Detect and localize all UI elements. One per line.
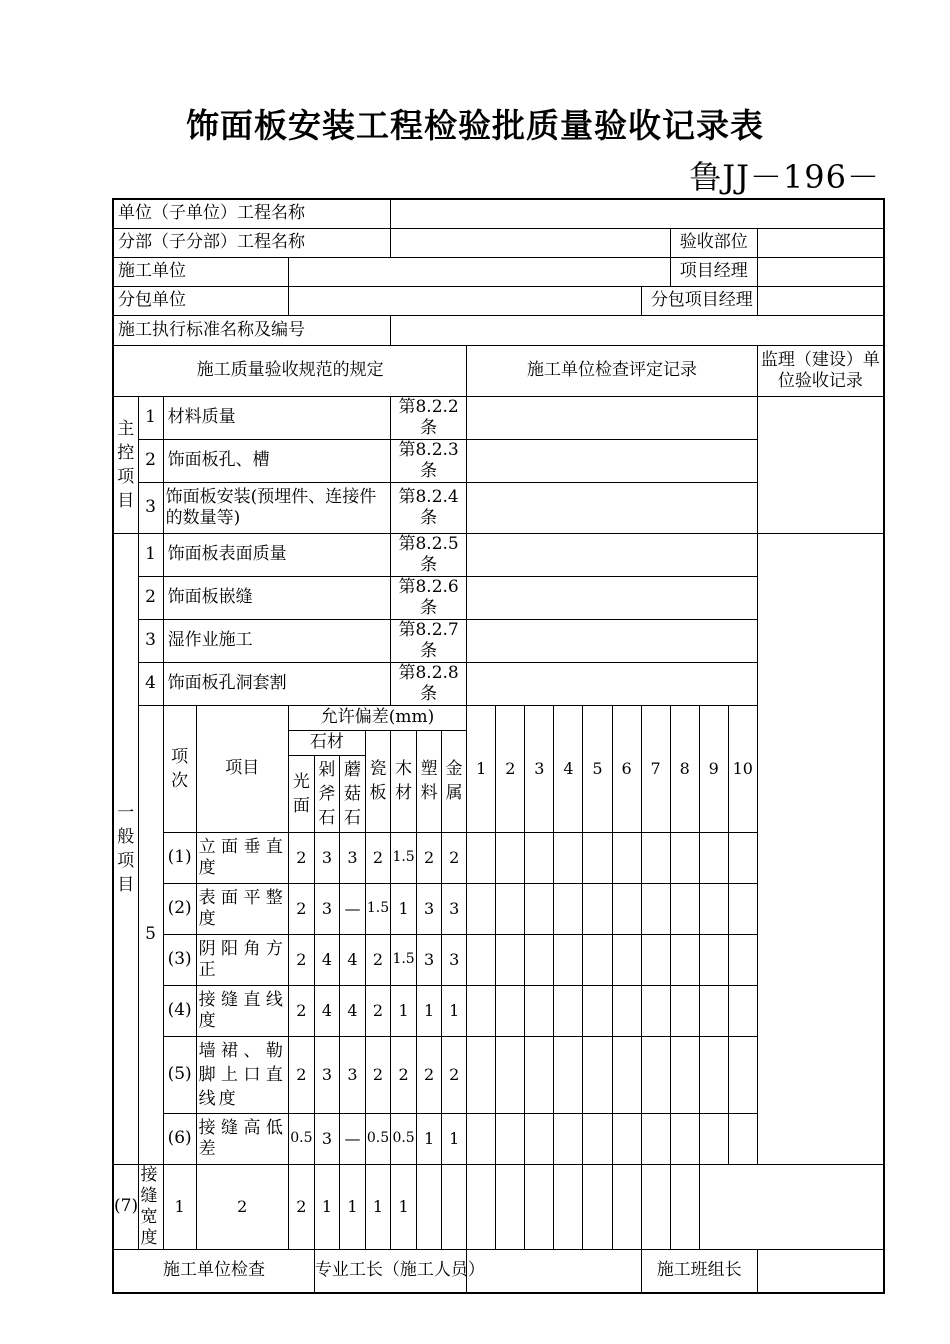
deviation-value: 1: [339, 1164, 365, 1249]
spec-header: 施工质量验收规范的规定: [113, 345, 467, 396]
material-header: 光面: [288, 755, 314, 832]
deviation-item-name: 墙裙、勒脚上口直线度: [196, 1036, 288, 1113]
main-item-check[interactable]: [467, 482, 758, 533]
measure-cell[interactable]: [525, 1164, 554, 1249]
general-item-no: 1: [138, 533, 163, 576]
material-header: 蘑菇石: [339, 755, 365, 832]
point-header: 1: [467, 705, 496, 832]
material-header: 金属: [442, 730, 467, 832]
measure-cell[interactable]: [496, 1036, 525, 1113]
measure-cell[interactable]: [612, 934, 641, 985]
deviation-value: 1: [314, 1164, 339, 1249]
deviation-item-name: 表面平整度: [196, 883, 288, 934]
measure-cell[interactable]: [670, 934, 699, 985]
measure-cell[interactable]: [554, 832, 583, 883]
deviation-value: 3: [314, 883, 339, 934]
main-item-clause: 第8.2.4条: [391, 482, 467, 533]
measure-cell[interactable]: [583, 934, 612, 985]
deviation-value: 1.5: [391, 832, 417, 883]
deviation-value: 1: [366, 1164, 391, 1249]
footer-foreman-label: 专业工长（施工人员）: [314, 1249, 466, 1293]
deviation-value: 2: [417, 1036, 442, 1113]
deviation-value: —: [339, 1113, 365, 1164]
main-item-check[interactable]: [467, 396, 758, 439]
unit-project-label: 单位（子单位）工程名称: [113, 199, 391, 228]
measure-cell[interactable]: [641, 1164, 670, 1249]
deviation-value: 2: [366, 985, 391, 1036]
form-code: 鲁JJ－196－: [689, 158, 880, 196]
sub-project-manager-label: 分包项目经理: [641, 286, 757, 315]
measure-cell[interactable]: [583, 985, 612, 1036]
measure-cell[interactable]: [612, 883, 641, 934]
deviation-item-name: 接缝高低差: [196, 1113, 288, 1164]
supervise-header: 监理（建设）单位验收记录: [757, 345, 884, 396]
general-item-no: 3: [138, 619, 163, 662]
measure-cell[interactable]: [467, 832, 496, 883]
deviation-value: 2: [196, 1164, 288, 1249]
measure-cell[interactable]: [467, 1113, 496, 1164]
measure-cell[interactable]: [554, 985, 583, 1036]
measure-cell[interactable]: [554, 883, 583, 934]
deviation-value: 4: [314, 985, 339, 1036]
deviation-value: 0.5: [288, 1113, 314, 1164]
deviation-value: 2: [442, 832, 467, 883]
deviation-value: —: [339, 883, 365, 934]
deviation-value: 1.5: [366, 883, 391, 934]
general-items-supervise[interactable]: [757, 533, 884, 1164]
footer-check-label: 施工单位检查: [113, 1249, 314, 1293]
deviation-value: 1: [391, 1164, 417, 1249]
deviation-value: 1: [391, 883, 417, 934]
deviation-value: 3: [417, 934, 442, 985]
measure-cell[interactable]: [496, 1113, 525, 1164]
allowed-header: 允许偏差(mm): [288, 705, 466, 730]
deviation-value: 3: [339, 1036, 365, 1113]
material-header: 木材: [391, 730, 417, 832]
construction-unit-value[interactable]: [288, 257, 670, 286]
measure-cell[interactable]: [699, 1113, 728, 1164]
measure-cell[interactable]: [583, 1036, 612, 1113]
main-item-clause: 第8.2.2条: [391, 396, 467, 439]
measure-cell[interactable]: [641, 934, 670, 985]
general-item-clause: 第8.2.5条: [391, 533, 467, 576]
measure-cell[interactable]: [525, 832, 554, 883]
general-item-name: 饰面板表面质量: [163, 533, 390, 576]
main-item-no: 3: [138, 482, 163, 533]
point-header: 4: [554, 705, 583, 832]
measure-cell[interactable]: [641, 985, 670, 1036]
measure-cell[interactable]: [417, 1164, 442, 1249]
seq-header: 项次: [163, 705, 196, 832]
main-item-name: 材料质量: [163, 396, 390, 439]
main-item-no: 1: [138, 396, 163, 439]
footer-team-leader-label: 施工班组长: [641, 1249, 757, 1293]
measure-cell[interactable]: [496, 1164, 525, 1249]
sub-project-label: 分部（子分部）工程名称: [113, 228, 391, 257]
measure-cell[interactable]: [554, 1164, 583, 1249]
deviation-seq: (5): [163, 1036, 196, 1113]
deviation-value: 2: [288, 832, 314, 883]
material-header: 塑料: [417, 730, 442, 832]
deviation-value: 3: [314, 1036, 339, 1113]
measure-cell[interactable]: [467, 1164, 496, 1249]
deviation-seq: (1): [163, 832, 196, 883]
standard-value[interactable]: [391, 315, 884, 345]
measure-cell[interactable]: [525, 1036, 554, 1113]
measure-cell[interactable]: [670, 1113, 699, 1164]
material-header: 剁斧石: [314, 755, 339, 832]
accept-part-label: 验收部位: [670, 228, 757, 257]
measure-cell[interactable]: [467, 1036, 496, 1113]
measure-cell[interactable]: [728, 1113, 757, 1164]
measure-cell[interactable]: [670, 832, 699, 883]
measure-cell[interactable]: [496, 934, 525, 985]
measure-cell[interactable]: [670, 985, 699, 1036]
measure-cell[interactable]: [583, 1113, 612, 1164]
main-item-name: 饰面板安装(预埋件、连接件的数量等): [163, 482, 390, 533]
general-item-clause: 第8.2.6条: [391, 576, 467, 619]
deviation-value: 2: [366, 934, 391, 985]
measure-cell[interactable]: [583, 1164, 612, 1249]
deviation-value: 2: [288, 883, 314, 934]
general-item-clause: 第8.2.7条: [391, 619, 467, 662]
deviation-value: 0.5: [366, 1113, 391, 1164]
measure-cell[interactable]: [612, 1036, 641, 1113]
deviation-value: 2: [442, 1036, 467, 1113]
item-header: 项目: [196, 705, 288, 832]
measure-cell[interactable]: [670, 1164, 699, 1249]
deviation-value: 1: [442, 985, 467, 1036]
measure-cell[interactable]: [467, 883, 496, 934]
deviation-value: 1: [417, 1113, 442, 1164]
deviation-value: 2: [366, 832, 391, 883]
standard-label: 施工执行标准名称及编号: [113, 315, 391, 345]
deviation-value: 4: [339, 985, 365, 1036]
stone-header: 石材: [288, 730, 365, 755]
measure-cell[interactable]: [699, 883, 728, 934]
deviation-value: 3: [442, 883, 467, 934]
measure-cell[interactable]: [525, 985, 554, 1036]
measure-cell[interactable]: [728, 832, 757, 883]
deviation-seq: (4): [163, 985, 196, 1036]
deviation-value: 2: [288, 1036, 314, 1113]
measure-cell[interactable]: [612, 985, 641, 1036]
unit-project-value[interactable]: [391, 199, 884, 228]
deviation-value: 1.5: [391, 934, 417, 985]
point-header: 6: [612, 705, 641, 832]
measure-cell[interactable]: [670, 883, 699, 934]
main-item-no: 2: [138, 439, 163, 482]
footer-team-leader-value[interactable]: [757, 1249, 884, 1293]
measure-cell[interactable]: [612, 1164, 641, 1249]
subcontract-unit-value[interactable]: [288, 286, 641, 315]
deviation-value: 2: [417, 832, 442, 883]
point-header: 5: [583, 705, 612, 832]
measure-cell[interactable]: [525, 1113, 554, 1164]
sub-project-value[interactable]: [391, 228, 671, 257]
deviation-row: [113, 1164, 884, 1249]
project-manager-value[interactable]: [757, 257, 884, 286]
subcontract-unit-label: 分包单位: [113, 286, 288, 315]
deviation-value: 4: [339, 934, 365, 985]
general-item-check[interactable]: [467, 576, 758, 619]
measure-cell[interactable]: [699, 934, 728, 985]
main-items-supervise[interactable]: [757, 396, 884, 533]
deviation-value: 1: [391, 985, 417, 1036]
main-items-label: 主控项目: [113, 396, 138, 533]
point-header: 9: [699, 705, 728, 832]
measure-cell[interactable]: [699, 985, 728, 1036]
main-item-name: 饰面板孔、槽: [163, 439, 390, 482]
construction-unit-label: 施工单位: [113, 257, 288, 286]
general-item-check[interactable]: [467, 662, 758, 705]
general-item-check[interactable]: [467, 533, 758, 576]
measure-cell[interactable]: [641, 883, 670, 934]
measure-cell[interactable]: [699, 832, 728, 883]
general-item-clause: 第8.2.8条: [391, 662, 467, 705]
general-item-name: 饰面板嵌缝: [163, 576, 390, 619]
deviation-value: 3: [314, 1113, 339, 1164]
deviation-value: 4: [314, 934, 339, 985]
general-item-name: 湿作业施工: [163, 619, 390, 662]
deviation-value: 1: [417, 985, 442, 1036]
material-header: 瓷板: [366, 730, 391, 832]
measure-cell[interactable]: [554, 1036, 583, 1113]
footer-foreman-value[interactable]: [467, 1249, 641, 1293]
measure-cell[interactable]: [641, 832, 670, 883]
general-items-label: 一般项目: [113, 533, 138, 1164]
deviation-value: 3: [339, 832, 365, 883]
measure-cell[interactable]: [467, 934, 496, 985]
inspection-table: [112, 198, 885, 1294]
measure-cell[interactable]: [525, 934, 554, 985]
measure-cell[interactable]: [496, 883, 525, 934]
measure-cell[interactable]: [612, 832, 641, 883]
deviation-item-name: 阴阳角方正: [196, 934, 288, 985]
measure-cell[interactable]: [583, 883, 612, 934]
deviation-value: 2: [391, 1036, 417, 1113]
deviation-item-name: 接缝宽度: [138, 1164, 163, 1249]
deviation-seq: (6): [163, 1113, 196, 1164]
deviation-seq: (2): [163, 883, 196, 934]
measure-cell[interactable]: [641, 1036, 670, 1113]
measure-cell[interactable]: [583, 832, 612, 883]
measure-cell[interactable]: [728, 934, 757, 985]
deviation-value: 3: [417, 883, 442, 934]
project-manager-label: 项目经理: [670, 257, 757, 286]
point-header: 3: [525, 705, 554, 832]
deviation-seq: (3): [163, 934, 196, 985]
deviation-no: 5: [138, 705, 163, 1164]
measure-cell[interactable]: [641, 1113, 670, 1164]
accept-part-value[interactable]: [757, 228, 884, 257]
deviation-value: 0.5: [391, 1113, 417, 1164]
general-item-no: 2: [138, 576, 163, 619]
deviation-value: 3: [442, 934, 467, 985]
measure-cell[interactable]: [728, 985, 757, 1036]
deviation-value: 1: [163, 1164, 196, 1249]
general-item-name: 饰面板孔洞套割: [163, 662, 390, 705]
page-title: 饰面板安装工程检验批质量验收记录表: [186, 106, 764, 145]
measure-cell[interactable]: [442, 1164, 467, 1249]
measure-cell[interactable]: [496, 832, 525, 883]
main-item-check[interactable]: [467, 439, 758, 482]
measure-cell[interactable]: [670, 1036, 699, 1113]
deviation-item-name: 接缝直线度: [196, 985, 288, 1036]
deviation-value: 1: [442, 1113, 467, 1164]
measure-cell[interactable]: [612, 1113, 641, 1164]
measure-cell[interactable]: [554, 1113, 583, 1164]
measure-cell[interactable]: [467, 985, 496, 1036]
measure-cell[interactable]: [699, 1036, 728, 1113]
deviation-value: 2: [288, 985, 314, 1036]
measure-cell[interactable]: [728, 1036, 757, 1113]
deviation-seq: (7): [113, 1164, 138, 1249]
point-header: 10: [728, 705, 757, 832]
deviation-item-name: 立面垂直度: [196, 832, 288, 883]
measure-cell[interactable]: [554, 934, 583, 985]
measure-cell[interactable]: [728, 883, 757, 934]
check-header: 施工单位检查评定记录: [467, 345, 758, 396]
measure-cell[interactable]: [525, 883, 554, 934]
deviation-value: 2: [288, 934, 314, 985]
point-header: 8: [670, 705, 699, 832]
deviation-value: 3: [314, 832, 339, 883]
point-header: 2: [496, 705, 525, 832]
sub-project-manager-value[interactable]: [757, 286, 884, 315]
deviation-value: 2: [288, 1164, 314, 1249]
deviation-value: 2: [366, 1036, 391, 1113]
point-header: 7: [641, 705, 670, 832]
measure-cell[interactable]: [496, 985, 525, 1036]
main-item-clause: 第8.2.3条: [391, 439, 467, 482]
general-item-check[interactable]: [467, 619, 758, 662]
general-item-no: 4: [138, 662, 163, 705]
